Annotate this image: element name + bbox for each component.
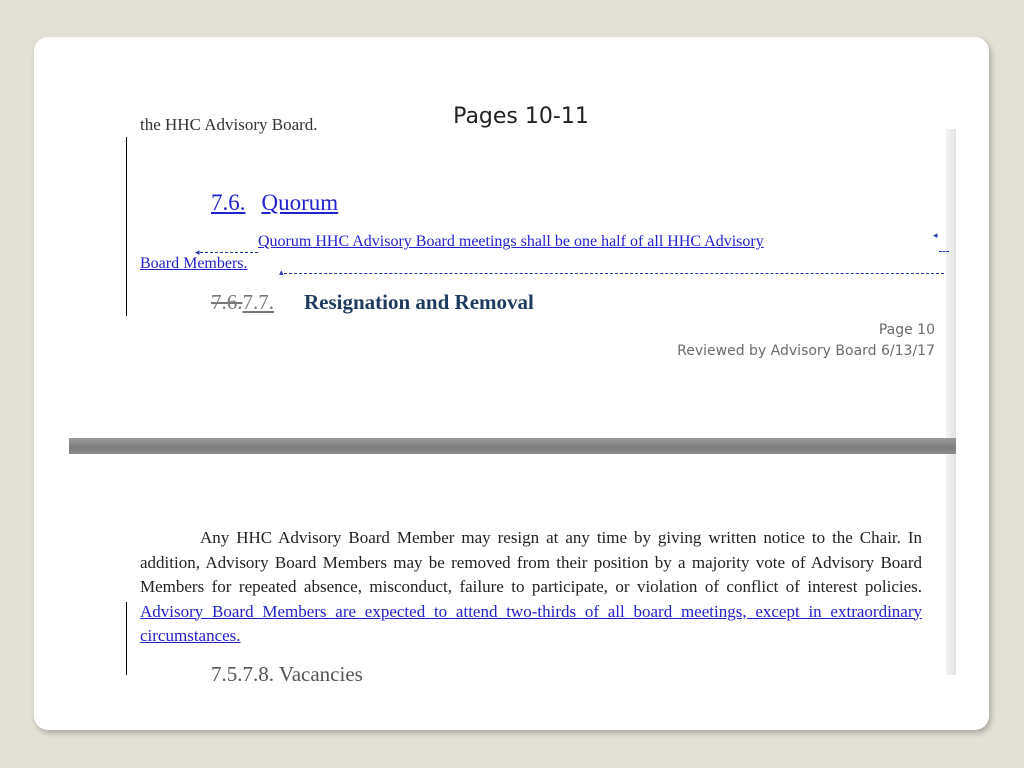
insertion-leader xyxy=(200,252,258,253)
resignation-paragraph xyxy=(140,526,922,649)
insertion-marker: ◂ xyxy=(195,247,200,257)
quorum-text-line-1: Quorum HHC Advisory Board meetings shall be one half of all HHC Advisory xyxy=(258,233,764,250)
reviewed-note: Reviewed by Advisory Board 6/13/17 xyxy=(677,343,935,359)
deleted-number: 7.6. xyxy=(211,290,243,314)
quorum-heading-title: Quorum xyxy=(261,190,339,215)
page-number: Page 10 xyxy=(878,322,935,338)
balloon-connector xyxy=(284,273,949,274)
page-11-edge xyxy=(946,454,956,675)
insertion-marker-line-2: ▴ xyxy=(279,267,284,277)
inserted-number: 7.7. xyxy=(242,290,274,314)
page-10-edge xyxy=(946,267,956,438)
insertion-marker-end: ◂ xyxy=(933,230,938,240)
slide-card xyxy=(34,37,989,730)
paragraph-main-text: Any HHC Advisory Board Member may resign at any time by giving written notice to the Chair. In addition, Advisory Board Members may be removed from their position by a majority vote of Advisory Board Members for repeated absence, misconduct, failure to participate, or violation of conflict of interest policies. xyxy=(140,528,922,596)
quorum-heading xyxy=(211,190,338,216)
resignation-title: Resignation and Removal xyxy=(304,290,534,314)
insertion-leader-right xyxy=(939,251,949,252)
resignation-heading xyxy=(211,290,534,315)
paragraph-inserted-text: Advisory Board Members are expected to attend two-thirds of all board meetings, except in extraordinary circumstances. xyxy=(140,601,922,645)
next-heading-clip xyxy=(34,655,954,686)
quorum-heading-number: 7.6. xyxy=(211,190,246,215)
page-break xyxy=(69,438,956,454)
slide-title: Pages 10-11 xyxy=(453,104,589,129)
vacancies-heading: 7.5.7.8. Vacancies xyxy=(211,662,363,686)
cut-off-line: the HHC Advisory Board. xyxy=(140,115,318,134)
quorum-text-line-2: Board Members. xyxy=(140,255,248,272)
